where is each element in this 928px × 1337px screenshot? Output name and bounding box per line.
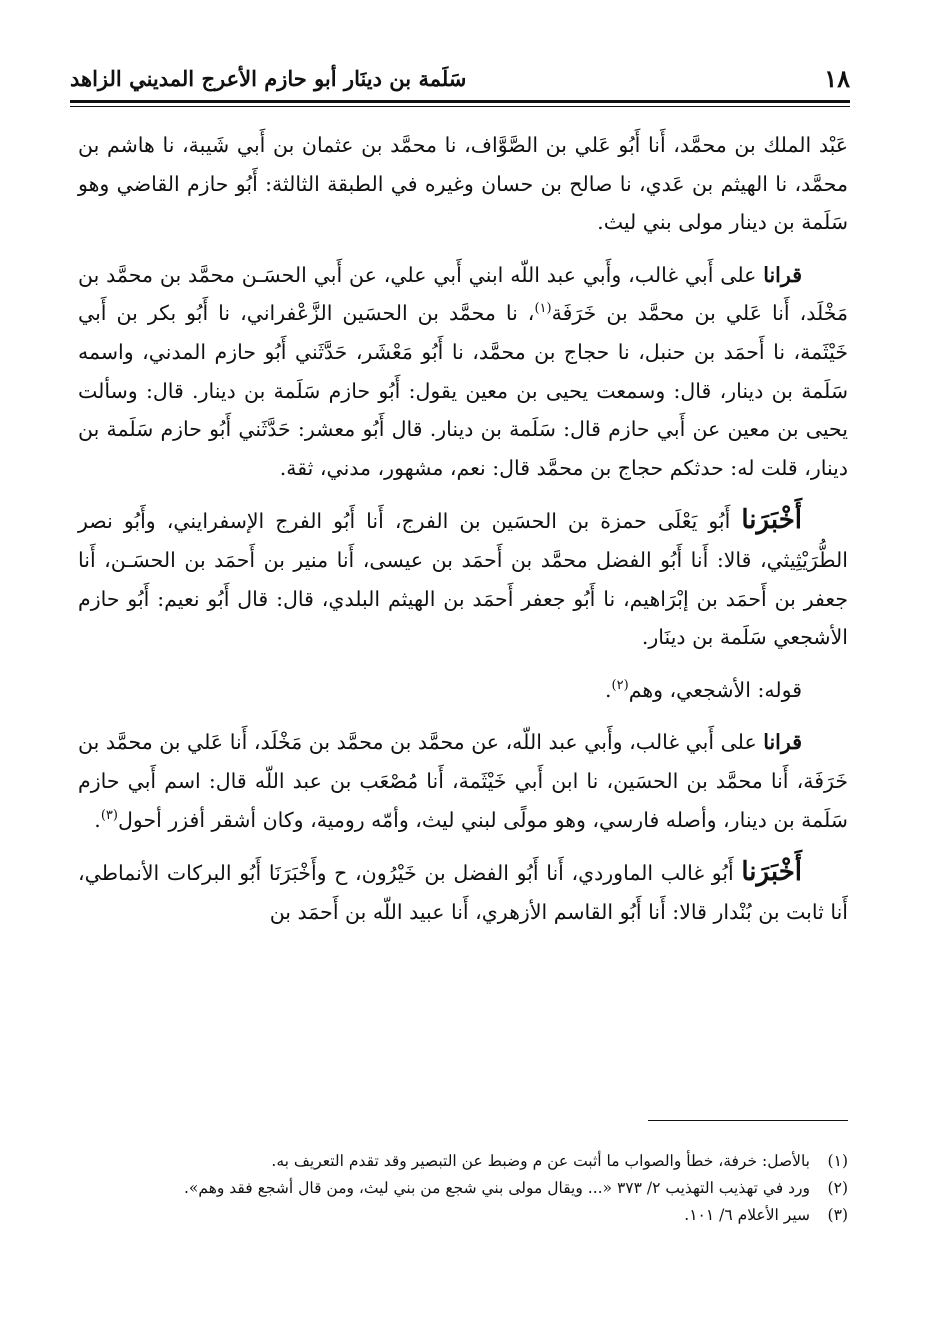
paragraph-text-cont: . [605,677,612,702]
page-number: ١٨ [824,63,850,93]
footnote-number: (١) [827,1152,848,1170]
paragraph [78,671,848,710]
footnote-text: ورد في تهذيب التهذيب ٢/ ٣٧٣ «... ويقال مولى بني شجع من بني ليث، ومن قال أشجع فقد وهم». [183,1179,810,1197]
footnote-ref[interactable]: (٢) [611,677,629,693]
running-title: سَلَمة بن دينَار أبو حازم الأعرج المديني الزاهد [70,65,467,91]
footnote-text: سير الأعلام ٦/ ١٠١. [684,1206,810,1224]
footnote [78,1148,848,1175]
footnotes [78,1148,848,1229]
paragraph-lead: قرانا [763,262,802,287]
paragraph-text: على أَبي غالب، وأَبي عبد اللّه ابني أَبي علي، عن أَبي الحسَـن محمَّد بن محمَّد بن مَخْلَد، أَنا عَلي بن محمَّد بن خَرَفَة [78,262,848,326]
footnote-number: (٢) [827,1179,848,1197]
paragraph [78,723,848,839]
header-rule [70,100,850,103]
paragraph-text: أَبُو غالب الماوردي، أَنا أَبُو الفضل بن خَيْرُون، ح وأَخْبَرَنَا أَبُو البركات الأنماطي، أَنا ثابت بن بُنْدار قالا: أَنا أَبُو القاسم الأزهري، أَنا عبيد اللّه بن أَحمَد بن [78,861,848,924]
footnote [78,1202,848,1229]
paragraph-text: قوله: الأشجعي، وهم [628,677,802,702]
page-header [70,58,850,98]
main-text [78,126,848,945]
paragraph-text-cont: . [94,807,101,832]
footnote-separator [648,1120,848,1121]
paragraph-lead: أَخْبَرَنا [741,505,802,536]
paragraph [78,501,848,656]
paragraph-lead: أَخْبَرَنا [741,857,802,888]
footnote-number: (٣) [827,1206,848,1224]
paragraph [78,256,848,488]
paragraph-lead: قرانا [763,730,802,755]
paragraph-text: على أَبي غالب، وأَبي عبد اللّه، عن محمَّد بن محمَّد بن مَخْلَد، أَنا عَلي بن محمَّد بن خَرَفَة، أَنا محمَّد بن الحسَين، نا ابن أَبي خَيْثَمة، أَنا مُصْعَب بن عبد اللّه قال: اسم أَبي حازم سَلَمة بن دينار، وأصله فارسي، وهو مولًى لبني ليث، وأمّه رومية، وكان أشقر أفزر أحول [78,730,848,832]
footnote-ref[interactable]: (١) [534,301,552,317]
footnote-ref[interactable]: (٣) [100,807,118,823]
paragraph-text-cont: ، نا محمَّد بن الحسَين الزَّعْفراني، نا أَبُو بكر بن أَبي خَيْثَمة، نا أَحمَد بن حنبل، نا حجاج بن محمَّد، نا أَبُو مَعْشَر، حَدَّثَني أَبُو حازم المدني، واسمه سَلَمة بن دينار، قال: وسمعت يحيى بن معين يقول: أَبُو حازم سَلَمة بن دينار. قال: وسألت يحيى بن معين عن أَبي حازم قال: سَلَمة بن دينار. قال أَبُو معشر: حَدَّثَني أَبُو حازم سَلَمة بن دينار، قلت له: حدثكم حجاج بن محمَّد قال: نعم، مشهور، مدني، ثقة. [78,301,848,480]
footnote [78,1175,848,1202]
paragraph [78,126,848,242]
paragraph-text: أَبُو يَعْلَى حمزة بن الحسَين بن الفرج، أَنا أَبُو الفرج الإسفرايني، وأَبُو نصر الطُّرَيْثِيثي، قالا: أَنا أَبُو الفضل محمَّد بن أَحمَد بن عيسى، أَنا منير بن أَحمَد بن الحسَـن، أَنا جعفر بن أَحمَد بن إبْرَاهيم، نا أَبُو جعفر أَحمَد بن الهيثم البلدي، قال: قال أَبُو نعيم: أَبُو حازم الأشجعي سَلَمة بن دينَار. [78,509,848,650]
paragraph [78,853,848,931]
paragraph-text: عَبْد الملك بن محمَّد، أَنا أَبُو عَلي بن الصَّوَّاف، نا محمَّد بن عثمان بن أَبي شَيبة، نا هاشم بن محمَّد، نا الهيثم بن عَدي، نا صالح بن حسان وغيره في الطبقة الثالثة: أَبُو حازم القاضي وهو سَلَمة بن دينار مولى بني ليث. [78,133,848,235]
footnote-text: بالأصل: خرفة، خطأ والصواب ما أثبت عن م وضبط عن التبصير وقد تقدم التعريف به. [271,1152,810,1170]
